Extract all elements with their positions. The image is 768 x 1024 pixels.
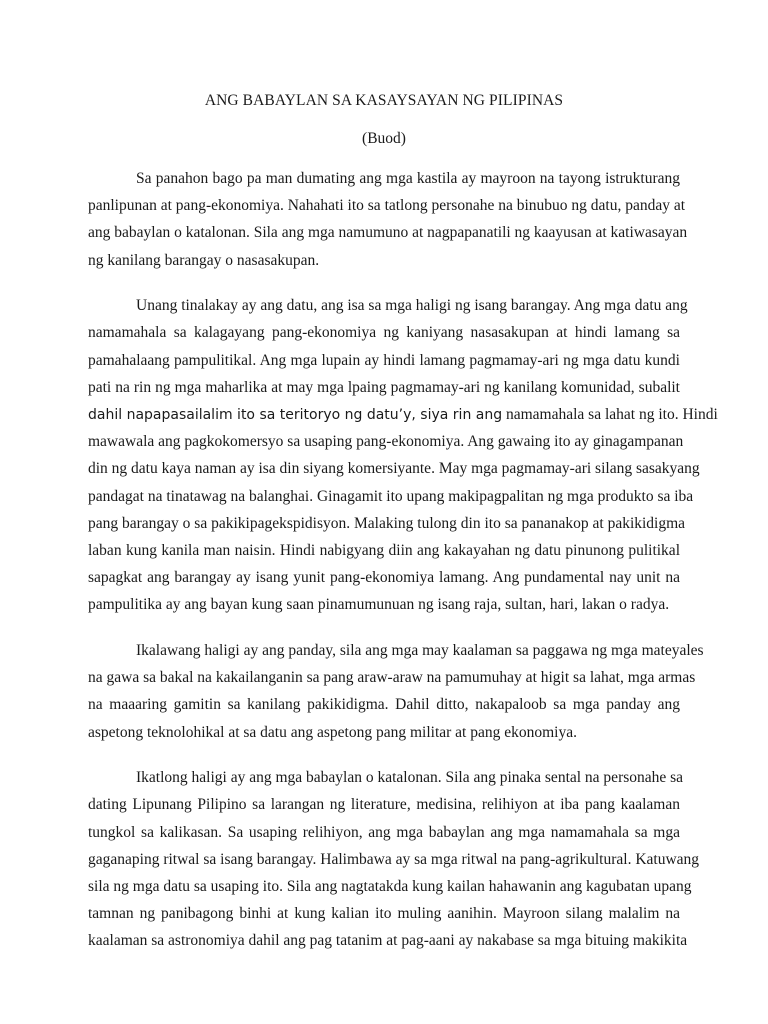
text-line-serif-part: namamahala sa lahat ng ito. Hindi — [502, 406, 718, 423]
text-line: namamahala sa kalagayang pang-ekonomiya ng kaniyang nasasakupan at hindi lamang sa — [88, 324, 680, 342]
paragraph-3 — [88, 637, 704, 746]
text-line: kaalaman sa astronomiya dahil ang pag tatanim at pag-aani ay nakabase sa mga bituing makikita — [88, 932, 688, 950]
document-body — [88, 165, 718, 973]
text-line: gaganaping ritwal sa isang barangay. Halimbawa ay sa mga ritwal na pang-agrikultural. Katuwang — [88, 850, 700, 868]
text-line: Sa panahon bago pa man dumating ang mga kastila ay mayroon na tayong istrukturang — [136, 170, 680, 187]
text-line: sila ng mga datu sa usaping ito. Sila ang nagtatakda kung kailan hahawanin ang kagubatan upang — [88, 878, 692, 895]
text-line: na gawa sa bakal na kakailanganin sa pang araw-araw na pamumuhay at higit sa lahat, mga armas — [88, 669, 696, 687]
text-line: pandagat na tinatawag na balanghai. Ginagamit ito upang makipagpalitan ng mga produkto sa iba — [88, 487, 694, 505]
text-line: pampulitika ay ang bayan kung saan pinamumunuan ng isang raja, sultan, hari, lakan o radya. — [88, 596, 670, 614]
text-line: Unang tinalakay ay ang datu, ang isa sa mga haligi ng isang barangay. Ang mga datu ang — [136, 297, 688, 315]
text-line-mixed — [88, 401, 718, 428]
text-line: mawawala ang pagkokomersyo sa usaping pang-ekonomiya. Ang gawaing ito ay ginagampanan — [88, 433, 684, 451]
paragraph-4 — [88, 764, 700, 954]
text-line: panlipunan at pang-ekonomiya. Nahahati ito sa tatlong personahe na binubuo ng datu, panday at — [88, 197, 686, 215]
text-line: na maaaring gamitin sa kanilang pakikidigma. Dahil ditto, nakapaloob sa mga panday ang — [88, 696, 680, 714]
document-title: ANG BABAYLAN SA KASAYSAYAN NG PILIPINAS — [204, 92, 564, 109]
paragraph-1 — [88, 165, 688, 274]
text-line: dating Lipunang Pilipino sa larangan ng literature, medisina, relihiyon at iba pang kaalaman — [88, 796, 680, 814]
text-line: laban kung kanila man naisin. Hindi nabigyang diin ang kakayahan ng datu pinunong pulitikal — [88, 541, 680, 559]
text-line: ang babaylan o katalonan. Sila ang mga namumuno at nagpapanatili ng kaayusan at katiwasayan — [88, 224, 688, 242]
text-line-sans-part: dahil napapasailalim ito sa teritoryo ng datu’y, siya rin ang — [88, 407, 503, 423]
document-subtitle: (Buod) — [362, 130, 406, 147]
text-line: Ikalawang haligi ay ang panday, sila ang mga may kaalaman sa paggawa ng mga mateyales — [136, 642, 704, 659]
text-line: Ikatlong haligi ay ang mga babaylan o katalonan. Sila ang pinaka sental na personahe sa — [136, 769, 684, 787]
text-line: din ng datu kaya naman ay isa din siyang komersiyante. May mga pagmamay-ari silang sasakyang — [88, 460, 700, 478]
text-line: pati na rin ng mga maharlika at may mga lpaing pagmamay-ari ng kanilang komunidad, subalit — [88, 378, 680, 396]
text-line: tungkol sa kalikasan. Sa usaping relihiyon, ang mga babaylan ang mga namamahala sa mga — [88, 823, 680, 841]
text-line: aspetong teknolohikal at sa datu ang aspetong pang militar at pang ekonomiya. — [88, 723, 577, 741]
text-line: pamahalaang pampulitikal. Ang mga lupain ay hindi lamang pagmamay-ari ng mga datu kundi — [88, 351, 680, 369]
text-line: ng kanilang barangay o nasasakupan. — [88, 251, 320, 269]
text-line: sapagkat ang barangay ay isang yunit pang-ekonomiya lamang. Ang pundamental nay unit na — [88, 569, 680, 587]
paragraph-2 — [88, 292, 718, 618]
text-line: pang barangay o sa pakikipagekspidisyon. Malaking tulong din ito sa pananakop at pakikidigma — [88, 514, 686, 532]
text-line: tamnan ng panibagong binhi at kung kalian ito muling aanihin. Mayroon silang malalim na — [88, 905, 680, 923]
